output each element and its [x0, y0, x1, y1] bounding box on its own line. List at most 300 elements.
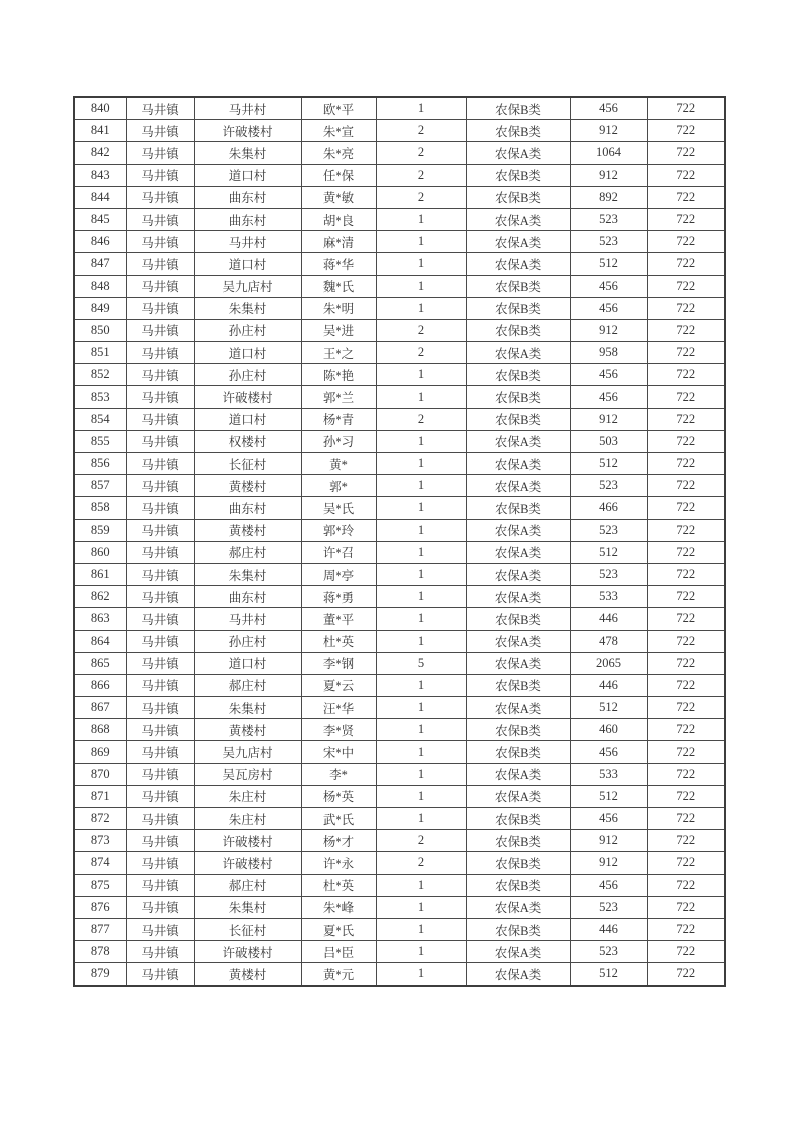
table-row	[74, 319, 725, 341]
table-row	[74, 386, 725, 408]
table-cell: 722	[647, 852, 725, 874]
table-row	[74, 785, 725, 807]
table-cell: 农保A类	[466, 475, 570, 497]
table-cell: 孙庄村	[194, 630, 301, 652]
table-cell: 吴*进	[301, 319, 376, 341]
table-cell: 郝庄村	[194, 874, 301, 896]
table-cell: 马井镇	[126, 852, 194, 874]
table-cell: 850	[74, 319, 126, 341]
table-cell: 长征村	[194, 453, 301, 475]
table-row	[74, 630, 725, 652]
table-cell: 523	[570, 896, 647, 918]
table-cell: 黄楼村	[194, 475, 301, 497]
table-cell: 1	[376, 386, 466, 408]
table-row	[74, 408, 725, 430]
table-cell: 722	[647, 874, 725, 896]
table-cell: 朱集村	[194, 896, 301, 918]
table-cell: 865	[74, 652, 126, 674]
table-cell: 农保B类	[466, 297, 570, 319]
table-cell: 马井镇	[126, 963, 194, 986]
table-cell: 农保B类	[466, 808, 570, 830]
table-row	[74, 208, 725, 230]
table-row	[74, 563, 725, 585]
table-cell: 马井镇	[126, 541, 194, 563]
table-cell: 黄楼村	[194, 963, 301, 986]
table-row	[74, 674, 725, 696]
table-cell: 马井镇	[126, 253, 194, 275]
table-cell: 841	[74, 120, 126, 142]
table-cell: 892	[570, 186, 647, 208]
table-cell: 马井镇	[126, 630, 194, 652]
table-cell: 夏*云	[301, 674, 376, 696]
table-cell: 农保B类	[466, 275, 570, 297]
table-cell: 722	[647, 430, 725, 452]
table-cell: 马井镇	[126, 386, 194, 408]
table-cell: 512	[570, 453, 647, 475]
table-cell: 722	[647, 364, 725, 386]
table-cell: 1	[376, 586, 466, 608]
table-row	[74, 275, 725, 297]
table-cell: 1	[376, 297, 466, 319]
table-cell: 农保A类	[466, 253, 570, 275]
table-row	[74, 231, 725, 253]
table-cell: 722	[647, 208, 725, 230]
table-cell: 农保A类	[466, 586, 570, 608]
table-cell: 851	[74, 342, 126, 364]
table-cell: 杨*青	[301, 408, 376, 430]
table-cell: 1	[376, 719, 466, 741]
table-cell: 845	[74, 208, 126, 230]
table-cell: 许破楼村	[194, 852, 301, 874]
table-cell: 912	[570, 830, 647, 852]
table-cell: 869	[74, 741, 126, 763]
table-cell: 农保A类	[466, 630, 570, 652]
table-cell: 722	[647, 186, 725, 208]
table-cell: 农保B类	[466, 186, 570, 208]
table-cell: 722	[647, 941, 725, 963]
table-cell: 1	[376, 896, 466, 918]
table-cell: 722	[647, 297, 725, 319]
table-cell: 1	[376, 453, 466, 475]
table-cell: 722	[647, 830, 725, 852]
table-cell: 1	[376, 475, 466, 497]
table-cell: 1	[376, 519, 466, 541]
table-row	[74, 586, 725, 608]
table-cell: 874	[74, 852, 126, 874]
table-cell: 5	[376, 652, 466, 674]
table-cell: 1	[376, 918, 466, 940]
table-cell: 农保A类	[466, 896, 570, 918]
table-cell: 农保A类	[466, 519, 570, 541]
table-cell: 汪*华	[301, 697, 376, 719]
table-cell: 722	[647, 253, 725, 275]
table-cell: 曲东村	[194, 497, 301, 519]
table-cell: 农保B类	[466, 852, 570, 874]
table-cell: 863	[74, 608, 126, 630]
table-cell: 722	[647, 275, 725, 297]
table-cell: 722	[647, 408, 725, 430]
table-cell: 512	[570, 963, 647, 986]
table-cell: 1	[376, 874, 466, 896]
table-row	[74, 342, 725, 364]
table-cell: 夏*氏	[301, 918, 376, 940]
table-cell: 农保A类	[466, 453, 570, 475]
table-cell: 1	[376, 208, 466, 230]
table-cell: 1	[376, 741, 466, 763]
table-cell: 533	[570, 586, 647, 608]
table-cell: 1	[376, 563, 466, 585]
table-cell: 857	[74, 475, 126, 497]
table-cell: 董*平	[301, 608, 376, 630]
table-cell: 855	[74, 430, 126, 452]
table-cell: 722	[647, 630, 725, 652]
table-cell: 马井镇	[126, 120, 194, 142]
table-cell: 马井镇	[126, 652, 194, 674]
table-row	[74, 719, 725, 741]
table-cell: 任*保	[301, 164, 376, 186]
table-cell: 843	[74, 164, 126, 186]
table-cell: 马井镇	[126, 874, 194, 896]
table-cell: 朱集村	[194, 697, 301, 719]
table-cell: 农保B类	[466, 830, 570, 852]
table-cell: 912	[570, 319, 647, 341]
table-cell: 马井镇	[126, 941, 194, 963]
table-cell: 1	[376, 630, 466, 652]
table-row	[74, 763, 725, 785]
table-cell: 722	[647, 541, 725, 563]
table-cell: 马井镇	[126, 319, 194, 341]
table-cell: 1	[376, 253, 466, 275]
table-cell: 朱集村	[194, 297, 301, 319]
table-cell: 农保B类	[466, 719, 570, 741]
table-cell: 马井镇	[126, 231, 194, 253]
table-cell: 长征村	[194, 918, 301, 940]
table-cell: 朱*峰	[301, 896, 376, 918]
table-cell: 李*贤	[301, 719, 376, 741]
table-cell: 农保A类	[466, 563, 570, 585]
table-cell: 862	[74, 586, 126, 608]
table-cell: 503	[570, 430, 647, 452]
table-cell: 马井镇	[126, 364, 194, 386]
table-cell: 马井镇	[126, 297, 194, 319]
table-cell: 农保A类	[466, 342, 570, 364]
table-row	[74, 186, 725, 208]
table-cell: 许破楼村	[194, 830, 301, 852]
table-cell: 1	[376, 697, 466, 719]
table-cell: 722	[647, 342, 725, 364]
table-cell: 马井镇	[126, 430, 194, 452]
table-row	[74, 697, 725, 719]
table-cell: 许*召	[301, 541, 376, 563]
table-cell: 农保B类	[466, 97, 570, 120]
table-cell: 875	[74, 874, 126, 896]
table-cell: 马井镇	[126, 674, 194, 696]
table-cell: 欧*平	[301, 97, 376, 120]
table-cell: 农保B类	[466, 674, 570, 696]
table-cell: 722	[647, 386, 725, 408]
table-cell: 856	[74, 453, 126, 475]
table-cell: 吴九店村	[194, 275, 301, 297]
table-row	[74, 918, 725, 940]
table-cell: 农保A类	[466, 142, 570, 164]
table-cell: 农保A类	[466, 697, 570, 719]
table-cell: 722	[647, 808, 725, 830]
table-row	[74, 852, 725, 874]
table-cell: 912	[570, 852, 647, 874]
table-cell: 马井镇	[126, 719, 194, 741]
table-cell: 道口村	[194, 652, 301, 674]
table-cell: 722	[647, 785, 725, 807]
table-cell: 842	[74, 142, 126, 164]
table-cell: 2065	[570, 652, 647, 674]
table-cell: 马井镇	[126, 408, 194, 430]
table-cell: 523	[570, 231, 647, 253]
table-cell: 848	[74, 275, 126, 297]
table-cell: 840	[74, 97, 126, 120]
table-cell: 912	[570, 408, 647, 430]
table-cell: 马井镇	[126, 697, 194, 719]
table-cell: 马井村	[194, 231, 301, 253]
table-cell: 朱集村	[194, 142, 301, 164]
table-cell: 722	[647, 164, 725, 186]
table-cell: 道口村	[194, 253, 301, 275]
table-cell: 512	[570, 253, 647, 275]
table-cell: 农保B类	[466, 408, 570, 430]
table-cell: 孙庄村	[194, 364, 301, 386]
table-cell: 1	[376, 541, 466, 563]
table-cell: 马井镇	[126, 563, 194, 585]
table-cell: 杜*英	[301, 630, 376, 652]
table-row	[74, 830, 725, 852]
table-cell: 许破楼村	[194, 386, 301, 408]
table-cell: 马井镇	[126, 497, 194, 519]
table-cell: 农保A类	[466, 941, 570, 963]
table-cell: 吴九店村	[194, 741, 301, 763]
table-cell: 958	[570, 342, 647, 364]
table-cell: 722	[647, 896, 725, 918]
table-row	[74, 475, 725, 497]
table-cell: 马井镇	[126, 741, 194, 763]
table-cell: 黄*敏	[301, 186, 376, 208]
table-cell: 912	[570, 120, 647, 142]
table-cell: 722	[647, 453, 725, 475]
table-cell: 农保A类	[466, 652, 570, 674]
table-cell: 456	[570, 97, 647, 120]
table-cell: 1	[376, 763, 466, 785]
table-cell: 722	[647, 497, 725, 519]
table-cell: 1	[376, 430, 466, 452]
table-cell: 872	[74, 808, 126, 830]
table-cell: 孙庄村	[194, 319, 301, 341]
table-cell: 1064	[570, 142, 647, 164]
table-cell: 523	[570, 563, 647, 585]
table-cell: 农保A类	[466, 541, 570, 563]
table-cell: 2	[376, 186, 466, 208]
table-cell: 朱*亮	[301, 142, 376, 164]
table-cell: 870	[74, 763, 126, 785]
table-cell: 马井镇	[126, 519, 194, 541]
table-cell: 1	[376, 674, 466, 696]
table-cell: 马井镇	[126, 142, 194, 164]
table-cell: 农保B类	[466, 497, 570, 519]
table-row	[74, 142, 725, 164]
table-cell: 859	[74, 519, 126, 541]
table-cell: 849	[74, 297, 126, 319]
table-cell: 许破楼村	[194, 120, 301, 142]
table-cell: 宋*中	[301, 741, 376, 763]
table-cell: 722	[647, 608, 725, 630]
table-cell: 杨*才	[301, 830, 376, 852]
table-cell: 1	[376, 97, 466, 120]
table-cell: 胡*良	[301, 208, 376, 230]
table-cell: 马井镇	[126, 164, 194, 186]
table-cell: 农保B类	[466, 608, 570, 630]
table-cell: 孙*习	[301, 430, 376, 452]
table-cell: 曲东村	[194, 186, 301, 208]
table-cell: 478	[570, 630, 647, 652]
data-table	[73, 96, 726, 987]
table-row	[74, 430, 725, 452]
table-cell: 权楼村	[194, 430, 301, 452]
table-cell: 858	[74, 497, 126, 519]
table-cell: 871	[74, 785, 126, 807]
table-row	[74, 941, 725, 963]
table-cell: 456	[570, 364, 647, 386]
table-cell: 许破楼村	[194, 941, 301, 963]
table-cell: 722	[647, 563, 725, 585]
table-cell: 722	[647, 319, 725, 341]
table-cell: 533	[570, 763, 647, 785]
table-cell: 马井镇	[126, 830, 194, 852]
table-cell: 2	[376, 342, 466, 364]
table-cell: 马井镇	[126, 608, 194, 630]
table-cell: 523	[570, 519, 647, 541]
table-cell: 农保B类	[466, 319, 570, 341]
table-cell: 722	[647, 719, 725, 741]
table-cell: 512	[570, 697, 647, 719]
table-cell: 523	[570, 475, 647, 497]
table-cell: 878	[74, 941, 126, 963]
table-row	[74, 97, 725, 120]
table-row	[74, 652, 725, 674]
table-cell: 854	[74, 408, 126, 430]
table-cell: 马井村	[194, 97, 301, 120]
table-row	[74, 741, 725, 763]
table-cell: 1	[376, 364, 466, 386]
table-cell: 466	[570, 497, 647, 519]
table-cell: 马井镇	[126, 808, 194, 830]
table-cell: 道口村	[194, 164, 301, 186]
table-cell: 黄*	[301, 453, 376, 475]
table-cell: 黄楼村	[194, 519, 301, 541]
table-cell: 农保A类	[466, 208, 570, 230]
table-cell: 农保A类	[466, 963, 570, 986]
table-cell: 朱集村	[194, 563, 301, 585]
table-cell: 马井镇	[126, 896, 194, 918]
table-cell: 722	[647, 586, 725, 608]
table-cell: 1	[376, 275, 466, 297]
table-cell: 马井镇	[126, 208, 194, 230]
table-cell: 456	[570, 386, 647, 408]
table-cell: 王*之	[301, 342, 376, 364]
table-cell: 876	[74, 896, 126, 918]
table-cell: 2	[376, 408, 466, 430]
table-cell: 456	[570, 297, 647, 319]
table-cell: 郭*	[301, 475, 376, 497]
table-row	[74, 497, 725, 519]
table-cell: 农保B类	[466, 874, 570, 896]
table-cell: 446	[570, 918, 647, 940]
table-cell: 李*钢	[301, 652, 376, 674]
table-cell: 722	[647, 475, 725, 497]
table-cell: 魏*氏	[301, 275, 376, 297]
table-cell: 1	[376, 808, 466, 830]
table-cell: 农保A类	[466, 231, 570, 253]
table-cell: 农保A类	[466, 430, 570, 452]
table-cell: 吕*臣	[301, 941, 376, 963]
table-cell: 农保B类	[466, 918, 570, 940]
table-cell: 1	[376, 963, 466, 986]
table-cell: 杜*英	[301, 874, 376, 896]
table-cell: 456	[570, 874, 647, 896]
table-cell: 马井镇	[126, 453, 194, 475]
table-cell: 722	[647, 918, 725, 940]
table-cell: 农保B类	[466, 386, 570, 408]
table-cell: 722	[647, 741, 725, 763]
table-cell: 朱*明	[301, 297, 376, 319]
table-cell: 陈*艳	[301, 364, 376, 386]
table-cell: 1	[376, 785, 466, 807]
table-cell: 朱庄村	[194, 808, 301, 830]
table-cell: 马井镇	[126, 785, 194, 807]
table-cell: 456	[570, 741, 647, 763]
table-cell: 2	[376, 852, 466, 874]
table-cell: 847	[74, 253, 126, 275]
table-cell: 吴*氏	[301, 497, 376, 519]
table-cell: 道口村	[194, 408, 301, 430]
table-row	[74, 164, 725, 186]
table-cell: 722	[647, 674, 725, 696]
table-cell: 郭*玲	[301, 519, 376, 541]
table-cell: 722	[647, 652, 725, 674]
table-cell: 866	[74, 674, 126, 696]
table-row	[74, 541, 725, 563]
table-row	[74, 963, 725, 986]
table-cell: 马井镇	[126, 275, 194, 297]
table-cell: 郭*兰	[301, 386, 376, 408]
table-cell: 879	[74, 963, 126, 986]
table-cell: 1	[376, 608, 466, 630]
table-cell: 722	[647, 519, 725, 541]
table-cell: 722	[647, 697, 725, 719]
table-cell: 朱庄村	[194, 785, 301, 807]
table-row	[74, 608, 725, 630]
table-cell: 周*亭	[301, 563, 376, 585]
table-cell: 农保B类	[466, 164, 570, 186]
table-cell: 456	[570, 808, 647, 830]
table-row	[74, 253, 725, 275]
table-cell: 868	[74, 719, 126, 741]
table-cell: 农保B类	[466, 741, 570, 763]
table-cell: 杨*英	[301, 785, 376, 807]
table-cell: 曲东村	[194, 586, 301, 608]
table-cell: 马井镇	[126, 586, 194, 608]
table-cell: 523	[570, 941, 647, 963]
table-cell: 武*氏	[301, 808, 376, 830]
table-cell: 马井镇	[126, 918, 194, 940]
table-cell: 446	[570, 608, 647, 630]
table-cell: 许*永	[301, 852, 376, 874]
